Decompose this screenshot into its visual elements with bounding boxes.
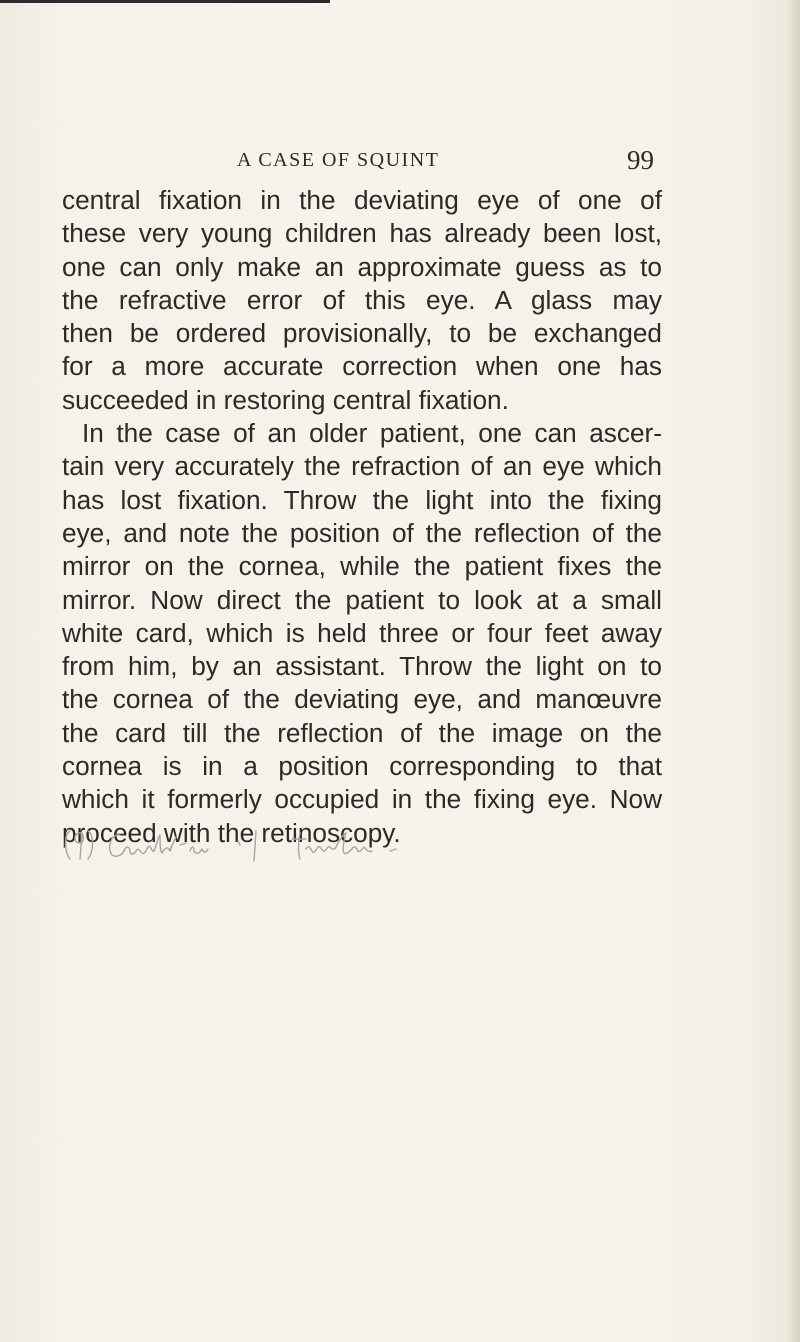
text-line: eye, and note the position of the reflection of the [62, 517, 662, 548]
text-line: In the case of an older patient, one can ascer- [82, 418, 662, 449]
text-line: one can only make an approximate guess as to [62, 251, 662, 282]
text-line: these very young children has already been lost, [62, 218, 662, 249]
text-line: mirror on the cornea, while the patient fixes the [62, 551, 662, 582]
text-line: cornea is in a position corresponding to that [62, 751, 662, 782]
text-line: from him, by an assistant. Throw the light on to [62, 651, 662, 682]
text-line: the cornea of the deviating eye, and manœuvre [62, 684, 662, 715]
text-line: which it formerly occupied in the fixing eye. Now [62, 784, 662, 815]
page-edge-shadow [786, 0, 800, 1342]
handwriting-icon [60, 825, 620, 865]
text-line: tain very accurately the refraction of an eye which [62, 451, 662, 482]
body-text [62, 184, 662, 850]
page-header [62, 145, 654, 175]
text-line: has lost fixation. Throw the light into the fixing [62, 484, 662, 515]
text-line: mirror. Now direct the patient to look at a small [62, 584, 662, 615]
text-line: central fixation in the deviating eye of one of [62, 185, 662, 215]
page-number: 99 [627, 145, 654, 175]
running-head: A CASE OF SQUINT [237, 149, 440, 171]
text-line: succeeded in restoring central fixation. [62, 384, 509, 415]
text-line: then be ordered provisionally, to be exchanged [62, 318, 662, 349]
text-line: white card, which is held three or four feet away [62, 617, 662, 648]
scan-edge-line [0, 0, 330, 3]
text-line: proceed with the retinoscopy. [62, 817, 401, 848]
text-line: the card till the reflection of the image on the [62, 717, 662, 748]
text-line: for a more accurate correction when one has [62, 351, 662, 382]
text-line: the refractive error of this eye. A glass may [62, 284, 662, 315]
handwritten-note-drawing [60, 825, 620, 865]
